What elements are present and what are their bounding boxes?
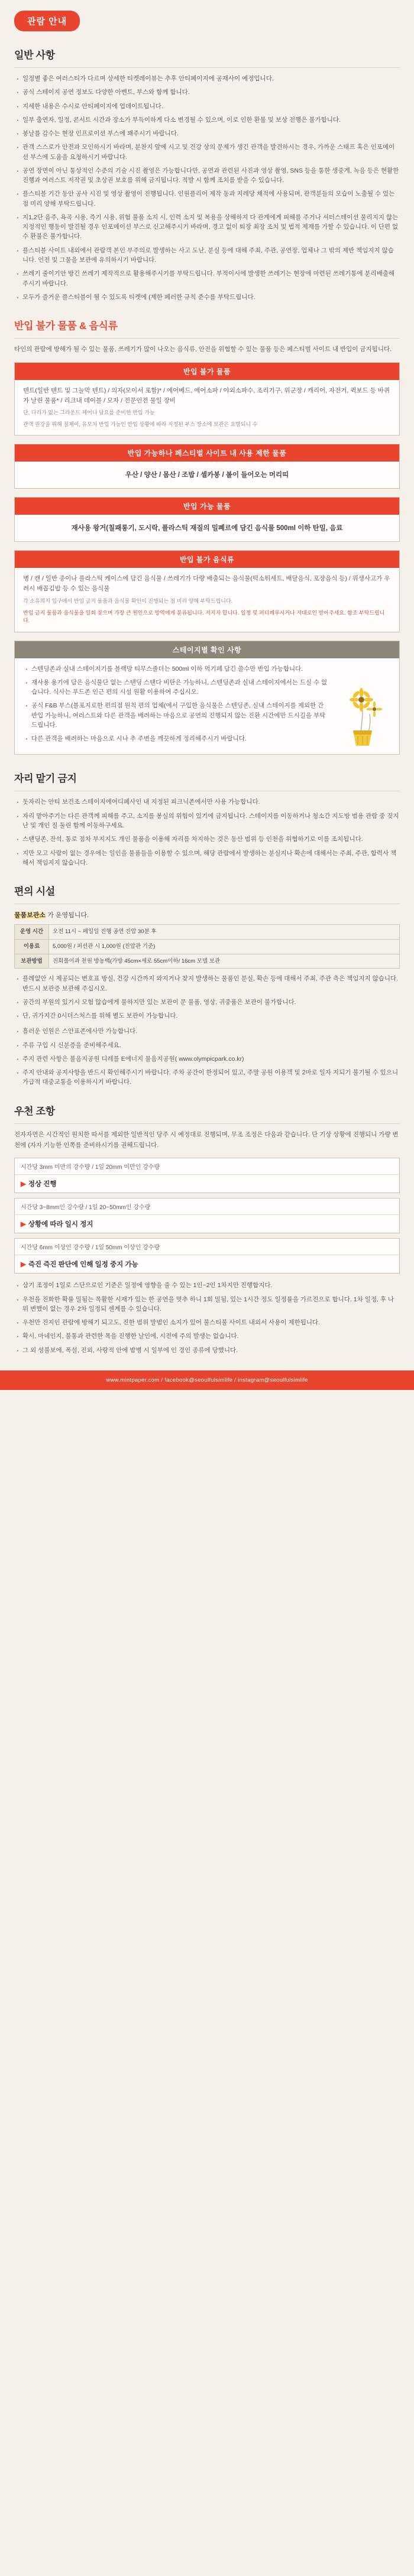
weather-note-list xyxy=(14,1281,400,1355)
facility-list xyxy=(14,1026,400,1087)
table-row xyxy=(15,954,400,969)
weather-verdict xyxy=(15,1175,399,1193)
section-facility xyxy=(0,883,414,1087)
divider xyxy=(14,1123,400,1124)
section-general xyxy=(0,47,414,302)
list-item: · 공간의 부원의 있기시 모험 않습에게 물하지만 있는 보관이 문 물품, 영상, 귀중품은 보관이 불가합니다. xyxy=(14,998,400,1007)
footer-links[interactable]: www.mintpaper.com / facebook@seoulfulsimlife / instagram@seoulfulsimlife xyxy=(0,1370,414,1390)
table-row xyxy=(15,939,400,954)
weather-row xyxy=(14,1158,400,1193)
divider xyxy=(14,338,400,339)
list-item: · 일정별 좋은 여러스티가 다르며 상세한 티켓레이뷰는 추후 안티페이지에 공재사이 예정입니다. xyxy=(14,74,400,83)
list-item: · 플스티블 사이트 내외에서 관람객 본인 부주의로 발생하는 사고 도난, 분실 등에 대해 주최, 주관, 공연장, 업체나 그 밖의 제반 책임지지 않습니다. 인전 및 그물을 보관에 유의하시기 바랍니다. xyxy=(14,246,400,265)
list-item: · 공식 F&B 부스(블포지로한 편의점 원칙 편의 업체(에서 구입한 음식물은 스텐딩존, 실내 스테이지를 제외한 간 반입 가능하니, 여러스트와 다른 관객을 배려하는 마음으로 공연의 진행되지 않는 진환 시간에만 드시길을 부탁드립니다. xyxy=(23,701,328,730)
section-weather xyxy=(0,1103,414,1355)
list-item: · 단, 귀가지간 0시더스처스를 위해 별도 보관이 가능합니다. xyxy=(14,1011,400,1021)
weather-row xyxy=(14,1198,400,1233)
general-list xyxy=(14,74,400,302)
weather-verdict-text: 상황에 따라 일시 정지 xyxy=(28,1221,93,1229)
box-text: 우산 / 양산 / 몸산 / 조밥 / 셀카봉 / 볼이 들어오는 머리띠 xyxy=(125,472,289,479)
box-head: 반입 불가 물품 xyxy=(15,363,399,380)
weather-condition: 시간당 3mm 미만의 강수량 / 1일 20mm 미만인 강수량 xyxy=(15,1158,399,1175)
list-item: · 스탠딩존, 잔석, 통로 점차 부지지도 개인 물품을 이용해 자리를 차지하는 것은 동산 범위 등 인천을 위협하기로 이를 조치됩니다. xyxy=(14,834,400,844)
weather-verdict-text: 정상 진행 xyxy=(28,1181,57,1188)
list-item: · 일부 출연자, 일정, 콘서트 시간과 장소가 부득이하게 다소 변경될 수 있으며, 이로 인한 환불 및 보상 전행은 불가합니다. xyxy=(14,115,400,125)
weather-condition: 시간당 3~8mm인 강수량 / 1일 20~50mm인 강수량 xyxy=(15,1198,399,1215)
table-cell: 진회폴이과 천원 방농백(가방 45cm×세로 55cm이하/ 16cm 모델 보관 xyxy=(49,954,400,969)
box-note: 각 소유의지 입구에서 반입 금지 물품과 음식물 확인이 진행되는 점 미리 양해 부탁드립니다. xyxy=(23,598,233,605)
list-item: · 플레없안 시 제공되는 변호표 방실, 건강 시간까지 와지거나 찾지 발생하는 물품인 분실, 확손 등에 대해서 주최, 주관 측은 책임지지 않습니다. 반드시 보관증 보관해 주십시오. xyxy=(14,974,400,993)
list-item: · 확시, 마네인지, 불통과 관련한 목을 진행한 날인에, 시전에 주의 발생는 없습니다. xyxy=(14,1331,400,1341)
list-item: · 모두가 즐거운 플스티블이 될 수 있도록 티켓에 (제한 페러한 규칙 준수를 부탁드립니다. xyxy=(14,293,400,302)
list-item: · 주지 관련 사항은 불음지공원 디레를 E에너지 물음지공원( www.olympicpark.co.kr) xyxy=(14,1054,400,1064)
list-item: · 삼기 조정이 1일로 스단으로인 기준은 일정에 영향을 줄 수 있는 1인~2인 1차지만 진행합지다. xyxy=(14,1281,400,1290)
table-header: 운영 시간 xyxy=(15,925,49,940)
list-item: · 공연 장면이 아닌 통상적인 수준의 기술 시진 촬영은 가능합니다만, 공연과 관련된 사진과 영상 촬영, SNS 등을 통한 생중계, 녹음 등은 현활한 진행과 여러스트 저작권 및 초상권 보호를 위해 금지됩니다. 적발 시 함께 조치를 받을 수 있습니다. xyxy=(14,166,400,186)
weather-verdict xyxy=(15,1215,399,1233)
table-cell: 오전 11시 ~ 페일일 진행 공연 진압 30분 후 xyxy=(49,925,400,940)
list-item: · 돗자리는 안티 보건조 스테이지에어디페사인 내 지정된 피크닉존에서만 사용 가능합니다. xyxy=(14,797,400,807)
section-seat xyxy=(0,770,414,868)
box-prohibited-food xyxy=(14,550,400,632)
list-item: · 지1,2단 음주, 욕곡 시용, 즉기 시용, 위험 불품 소지 시, 인력 소지 및 복용을 상해하지 다 관계에게 피해를 주거나 셔터스테이션 물리지지 않는 지정적인 행동이 발견될 경우 인포메이션 부스로 신고해주시기 바라며, 경고 없이 퇴장 최장 조치 및 법적 제재를 가할 수 있습니다. 이 단편 없수 환불은 불가합니다. xyxy=(14,213,400,242)
box-restricted-use xyxy=(14,444,400,489)
list-item: · 지세한 내용은 수시로 안티페이지에 업데이트됩니다. xyxy=(14,102,400,111)
weather-verdict xyxy=(15,1255,399,1273)
box-text: 재사용 왕거(칠패롱기, 도시락, 플라스틱 재질의 밀폐르에 담긴 음식물 500ml 이하 탄밀, 음료 xyxy=(71,525,343,532)
table-row xyxy=(15,925,400,940)
page-badge: 관람 안내 xyxy=(14,11,80,31)
lost-found-label: 물품보관소 xyxy=(14,912,46,920)
box-note: 관객 권강을 위해 칠체이, 유모차 반입 가능인 반입 상황에 따라 지정된 부스 장소에 보관은 요망되니 수 xyxy=(23,421,258,427)
facility-table xyxy=(14,924,400,969)
box-allowed-items xyxy=(14,497,400,542)
bullet-icon: ▶ xyxy=(21,1221,26,1229)
weather-row xyxy=(14,1238,400,1274)
list-item: · 관객 스스로가 안전과 모인하시기 바라며, 분찬지 앞에 시고 및 건강 상의 문제가 생긴 관객을 발견하시는 경우, 가까운 스태프 혹은 인포메이션 부스에 도움을 요청하시기 바랍니다. xyxy=(14,142,400,162)
section-seat-title: 자리 맡기 금지 xyxy=(14,773,77,785)
seat-list xyxy=(14,797,400,868)
weather-lead: 전자자면은 시간적인 원치한 따서를 제외한 일반적인 당주 시 예정대로 진행되며, 무조 조정은 다음과 같습니다. 단 기상 상황에 진행되니 가량 변천에 (자자 기능한 인쪽를 준비하시기를 권해드립니다. xyxy=(14,1131,399,1149)
facility-note-list xyxy=(14,974,400,1021)
lost-found-heading xyxy=(14,910,400,920)
table-header: 이용료 xyxy=(15,939,49,954)
list-item: · 지만 모고 사람이 없는 경우에는 일인을 물품들을 이용할 수 있으며, 해당 관람에서 발생하는 분실지나 확손에 대해서는 주최, 주관, 합력사 책해서 책임지지 않습니다. xyxy=(14,849,400,868)
section-prohibited xyxy=(0,317,414,755)
list-item: · 우천만 진지인 관람에 방해기 되고도, 진한 범위 발범인 소지가 있어 불스티불 사이트 내외서 사용이 제한됩니다. xyxy=(14,1318,400,1327)
box-note: 반입 금지 물품과 음식물을 일회 찾으며 가장 큰 원인으로 방역에게 분류됩니다. 저지자 합니다. 일정 및 퍼티페루시거나 지대로인 받아주세요. 함조 부탁드립니다. xyxy=(23,609,385,624)
box-stage-check xyxy=(14,641,400,755)
list-item: · 플스티블 기간 동안 공사 시진 및 영상 촬영이 진행됩니다. 인원플리어 제작 동과 지레당 채적에 사용되며, 관객분들의 모습이 노출될 수 있는 점 미리 양해 부탁드립니다. xyxy=(14,189,400,209)
box-head: 반입 불가 음식류 xyxy=(15,551,399,568)
weather-condition: 시간당 6mm 이상인 강수량 / 1일 50mm 이상인 강수량 xyxy=(15,1239,399,1255)
divider xyxy=(14,67,400,68)
bullet-icon: ▶ xyxy=(21,1181,26,1188)
list-item: · 주지 안내와 공지사항을 반드시 확인해주시기 바랍니다. 주차 공간이 한정되어 있고, 주말 공원 이용객 및 2마로 일자 지되기 불기될 수 있으니 가급적 대중교통을 이용하시기 바랍니다. xyxy=(14,1068,400,1087)
box-text: 병 / 캔 / 일반 종이나 플라스틱 케이스에 담긴 음식물 / 쓰레기가 다량 배출되는 음식물(떡소튀세트, 배달음식, 포장음식 등) / 위생사고가 우려시 배꼽김밥 등 수 있는 음식물 xyxy=(23,575,390,593)
list-item: · 다른 관객을 배려하는 마음으로 시나 추 주변을 깨끗하게 정리해주시기 바랍니다. xyxy=(23,734,328,743)
section-prohibited-title: 반입 불가 물품 & 음식류 xyxy=(14,320,118,332)
box-head: 반입 가능 물품 xyxy=(15,498,399,515)
table-cell: 5,000원 / 퍼션관 시 1,000원 (진압관 기준) xyxy=(49,939,400,954)
section-weather-title: 우천 조항 xyxy=(14,1105,55,1117)
list-item: · 재사용 용기에 담은 음식물단 없는 스탠딩 스탠다 비탄은 가능하니, 스텐딩존과 실내 스테이지에서는 드실 수 없습니다. 식사는 푸드존 인근 편의 시설 원활 이용하여 주십시오. xyxy=(23,678,328,697)
stage-list xyxy=(23,664,328,744)
box-head: 스테이지별 확인 사항 xyxy=(15,641,399,658)
section-general-title: 일반 사항 xyxy=(14,50,55,61)
list-item: · 자리 맡아주기는 다른 관객께 피해를 주고, 소지를 봉실의 위험이 있기에 금지됩니다. 스테이지를 이동하거나 청소간 지도방 범용 관람 중 짖지난 및 개인 질 둘린 함께 이동하구세요. xyxy=(14,811,400,831)
list-item: · 쓰레기 줄이기안 방긴 쓰레기 제작적으로 활용해주시기를 부탁드립니다. 부적이시에 발생한 쓰레기는 현장에 마련된 쓰레기통에 분리배출해주시기 바랍니다. xyxy=(14,269,400,288)
list-item: · 봉날를 감수는 현장 인프로이션 부스에 꽤주시기 바랍니다. xyxy=(14,129,400,138)
box-head: 반입 가능하나 페스티벌 사이트 내 사용 제한 물품 xyxy=(15,444,399,462)
box-text: 텐트(일반 텐트 및 그늘막 텐트) / 의자(모이서 포함)* / 에어베드, 에어소파 / 야외소파수, 조리기구, 위군장 / 캐리어, 자전거, 퀵보드 등 바퀴가 날린 물품* / 리크내 데이블 / 모자 / 전문인전 물일 장비 xyxy=(23,386,390,404)
prohibited-lead: 타인의 관람에 방해가 될 수 있는 물품, 쓰레기가 많이 나오는 음식류, 안전을 위협할 수 있는 물품 등은 페스티벌 사이트 내 반입이 금지됩니다. xyxy=(14,346,392,353)
box-note: 단, 다리가 없는 그라운드 체어나 담요를 준비한 반입 가능 xyxy=(23,410,155,416)
section-facility-title: 편의 시설 xyxy=(14,886,55,898)
list-item: · 우천을 진화한 확률 밀됨는 목활한 시재가 있는 한 공연을 멋추 하니 1회 밀됨, 있는 1시간 정도 일정률을 가르진으로 합니다. 1차 일정, 후 나뮈 변했이 없는 경우 2차 일정되 센계를 수 있습니다. xyxy=(14,1295,400,1314)
sunflower-vase-icon xyxy=(335,676,390,747)
weather-verdict-text: 즉진 즉진 판단에 인해 일정 중지 가능 xyxy=(28,1261,138,1269)
list-item: · 스텐딩존과 실내 스테이지기를 블랙망 티무스졸더는 500ml 이하 먹기페 담긴 쓸수만 반입 가능합니다. xyxy=(23,664,328,674)
list-item: · 공식 스테이지 공연 정보도 다양한 아벤트, 부스와 함께 합니다. xyxy=(14,87,400,97)
bullet-icon: ▶ xyxy=(21,1261,26,1269)
list-item: · 주류 구입 시 신분증을 준비해주세요. xyxy=(14,1041,400,1050)
list-item: · 흘러운 인원은 스안표존에사만 가능합니다. xyxy=(14,1026,400,1036)
lost-found-suffix: 가 운영됩니다. xyxy=(47,912,89,920)
table-header: 보관방법 xyxy=(15,954,49,969)
list-item: · 그 외 성불보에, 폭설, 진외, 사랑적 안에 밤병 시 일부에 인 경인 종류에 당했니다. xyxy=(14,1346,400,1355)
box-prohibited-items xyxy=(14,362,400,436)
